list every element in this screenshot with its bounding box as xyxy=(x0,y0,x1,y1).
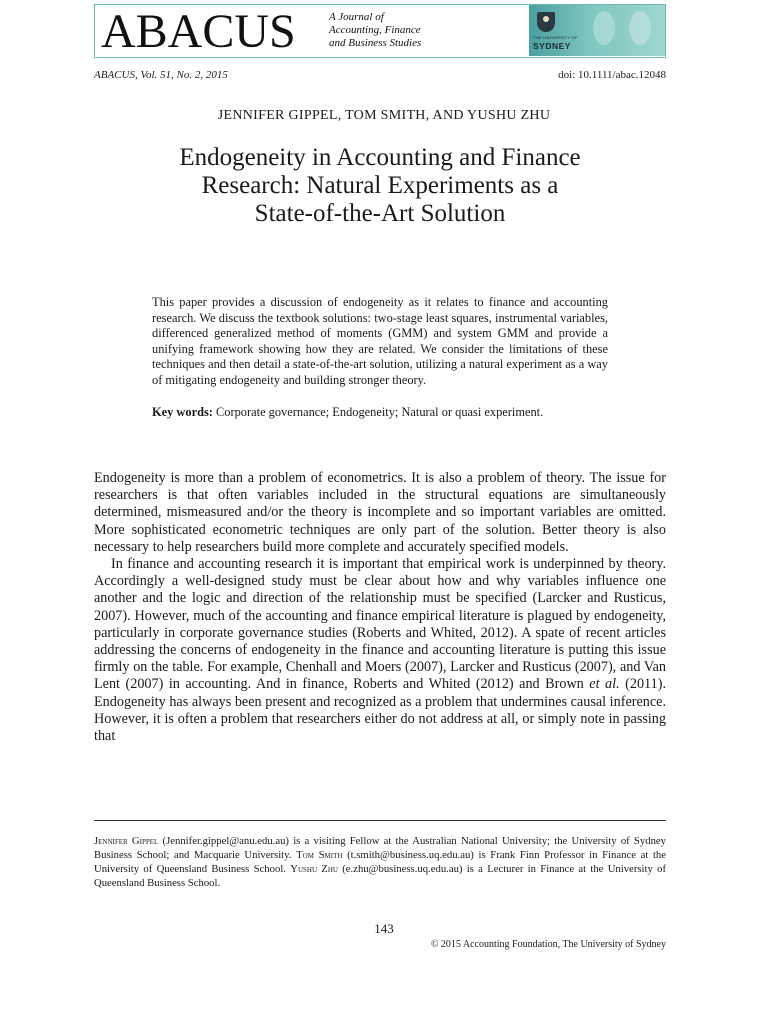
citation: ABACUS, Vol. 51, No. 2, 2015 xyxy=(94,69,228,81)
masthead-banner-image xyxy=(529,5,665,56)
journal-subtitle-line: and Business Studies xyxy=(329,37,422,49)
paper-title-line: Endogeneity in Accounting and Finance xyxy=(179,144,581,171)
university-name: SYDNEY xyxy=(533,41,571,51)
paper-title xyxy=(94,144,666,228)
keywords-label: Key words: xyxy=(152,405,213,419)
body-paragraph xyxy=(94,556,666,745)
university-label: THE UNIVERSITY OF xyxy=(533,35,578,40)
journal-masthead xyxy=(94,4,666,58)
paper-title-line: State-of-the-Art Solution xyxy=(254,200,506,227)
author-list: JENNIFER GIPPEL, TOM SMITH, AND YUSHU ZHU xyxy=(217,108,551,123)
journal-subtitle xyxy=(329,11,421,50)
footnote-author-name: Yushu Zhu xyxy=(290,863,338,875)
body-text-span: In finance and accounting research it is important that empirical work is underpinned by theory. Accordingly a well-designed study must be clear about how and why variables influence one another and the logic and direction of the relationship must be specified (Larcker and Rusticus, 2007). However, much of the accounting and finance empirical literature is plagued by endogeneity, particularly in corporate governance studies (Roberts and Whited, 2012). A spate of recent articles addressing the concerns of endogeneity in the finance and accounting literature is putting this issue firmly on the table. For example, Chenhall and Moers (2007), Larcker and Rusticus (2007), and Van Lent (2007) in accounting. And in finance, Roberts and Whited (2012) and Brown xyxy=(94,556,666,693)
portrait-icon xyxy=(629,11,651,45)
footnote-author-name: Tom Smith xyxy=(296,849,343,861)
author-footnote xyxy=(94,834,666,890)
body-text-span: (2011). Endogeneity has always been present and recognized as a problem that undermines causal inference. However, it is often a problem that researchers either do not address at all, or simply note in passing that xyxy=(94,676,666,745)
university-crest-icon xyxy=(537,12,555,32)
keywords-text: Corporate governance; Endogeneity; Natural or quasi experiment. xyxy=(212,405,544,419)
body-text xyxy=(94,470,666,745)
body-paragraph: Endogeneity is more than a problem of econometrics. It is also a problem of theory. The issue for researchers is that often variables included in the structural equations are simultaneously determined, mismeasured and/or the theory is incomplete and so important variables are omitted. More sophisticated econometric techniques are only part of the solution. Better theory is also necessary to help researchers build more complete and accurately specified models. xyxy=(94,470,666,555)
page-number: 143 xyxy=(374,921,394,936)
footnote-author-name: Jennifer Gippel xyxy=(94,835,159,847)
journal-subtitle-line: Accounting, Finance xyxy=(329,24,421,36)
doi: doi: 10.1111/abac.12048 xyxy=(558,69,666,81)
portrait-icon xyxy=(593,11,615,45)
paper-title-line: Research: Natural Experiments as a xyxy=(201,172,559,199)
footnote-text: (Jennifer.gippel@anu.edu.au) is a visiting Fellow at the Australian National University; the University of Sydney Business School; and Macquarie University. xyxy=(94,835,666,861)
keywords xyxy=(152,405,608,421)
copyright: © 2015 Accounting Foundation, The University of Sydney xyxy=(430,939,666,950)
footnote-divider xyxy=(94,820,666,821)
abstract: This paper provides a discussion of endogeneity as it relates to finance and accounting research. We discuss the textbook solutions: two-stage least squares, instrumental variables, differenced generalized method of moments (GMM) and system GMM and provide a unifying framework showing how they are related. We consider the limitations of these techniques and then detail a state-of-the-art solution, utilizing a natural experiment as a way of mitigating endogeneity and building stronger theory. xyxy=(152,295,608,387)
journal-subtitle-line: A Journal of xyxy=(329,11,384,23)
body-text-italic: et al. xyxy=(589,676,620,693)
footnote-text: (e.zhu@business.uq.edu.au) is a Lecturer in Finance at the University of Queensland Business School. xyxy=(94,863,667,889)
journal-title: ABACUS xyxy=(101,5,296,58)
footnote-text: (t.smith@business.uq.edu.au) is Frank Finn Professor in Finance at the University of Queensland Business School. xyxy=(94,849,667,875)
